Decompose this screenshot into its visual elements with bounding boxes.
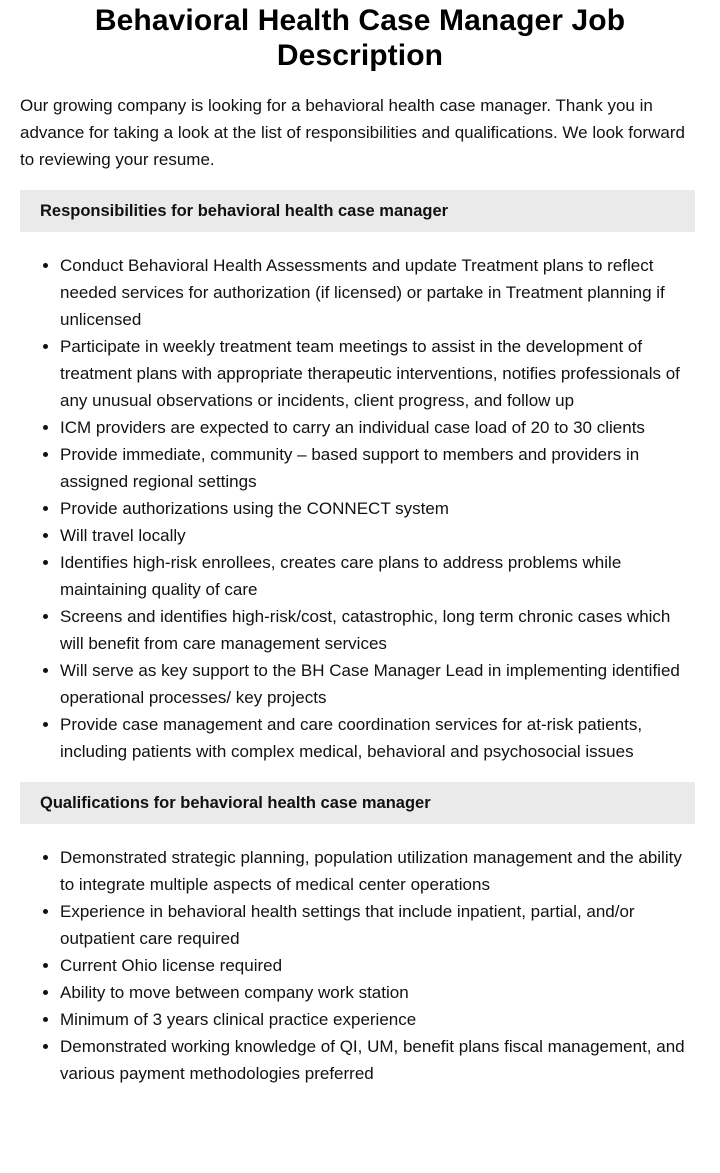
bullet-icon bbox=[43, 614, 48, 619]
bullet-icon bbox=[43, 1017, 48, 1022]
bullet-icon bbox=[43, 909, 48, 914]
intro-paragraph: Our growing company is looking for a behavioral health case manager. Thank you in advance for taking a look at the list of responsibilities and qualifications. We look forward to reviewing your resume. bbox=[20, 96, 685, 169]
responsibilities-list bbox=[20, 252, 700, 765]
list-item bbox=[60, 1006, 700, 1033]
page-title: Behavioral Health Case Manager Job Description bbox=[94, 4, 626, 72]
list-item bbox=[60, 711, 700, 765]
bullet-icon bbox=[43, 425, 48, 430]
list-item bbox=[60, 495, 700, 522]
list-item bbox=[60, 979, 700, 1006]
qualifications-heading: Qualifications for behavioral health case manager bbox=[20, 782, 695, 824]
responsibility-text: Will serve as key support to the BH Case Manager Lead in implementing identified operational processes/ key projects bbox=[60, 661, 680, 707]
list-item bbox=[60, 522, 700, 549]
list-item bbox=[60, 603, 700, 657]
list-item bbox=[60, 414, 700, 441]
responsibility-text: Will travel locally bbox=[60, 526, 186, 545]
list-item bbox=[60, 252, 700, 333]
list-item bbox=[60, 657, 700, 711]
qualification-text: Minimum of 3 years clinical practice experience bbox=[60, 1010, 417, 1029]
responsibility-text: Participate in weekly treatment team meetings to assist in the development of treatment plans with appropriate therapeutic interventions, notifies professionals of any unusual observations or incidents, client progress, and follow up bbox=[60, 337, 680, 410]
list-item bbox=[60, 333, 700, 414]
list-item bbox=[60, 441, 700, 495]
bullet-icon bbox=[43, 560, 48, 565]
bullet-icon bbox=[43, 452, 48, 457]
bullet-icon bbox=[43, 506, 48, 511]
responsibility-text: Identifies high-risk enrollees, creates care plans to address problems while maintaining quality of care bbox=[60, 553, 622, 599]
responsibility-text: Provide immediate, community – based support to members and providers in assigned regional settings bbox=[60, 445, 640, 491]
bullet-icon bbox=[43, 1044, 48, 1049]
bullet-icon bbox=[43, 533, 48, 538]
bullet-icon bbox=[43, 963, 48, 968]
list-item bbox=[60, 844, 700, 898]
list-item bbox=[60, 952, 700, 979]
responsibility-text: ICM providers are expected to carry an individual case load of 20 to 30 clients bbox=[60, 418, 645, 437]
bullet-icon bbox=[43, 990, 48, 995]
qualification-text: Current Ohio license required bbox=[60, 956, 283, 975]
list-item bbox=[60, 549, 700, 603]
qualification-text: Demonstrated working knowledge of QI, UM, benefit plans fiscal management, and various payment methodologies preferred bbox=[60, 1037, 685, 1083]
bullet-icon bbox=[43, 855, 48, 860]
qualification-text: Experience in behavioral health settings that include inpatient, partial, and/or outpatient care required bbox=[60, 902, 635, 948]
responsibility-text: Provide case management and care coordination services for at-risk patients, including patients with complex medical, behavioral and psychosocial issues bbox=[60, 715, 643, 761]
qualification-text: Ability to move between company work station bbox=[60, 983, 409, 1002]
responsibility-text: Screens and identifies high-risk/cost, catastrophic, long term chronic cases which will benefit from care management services bbox=[60, 607, 671, 653]
bullet-icon bbox=[43, 668, 48, 673]
qualification-text: Demonstrated strategic planning, population utilization management and the ability to integrate multiple aspects of medical center operations bbox=[60, 848, 682, 894]
bullet-icon bbox=[43, 722, 48, 727]
responsibility-text: Provide authorizations using the CONNECT system bbox=[60, 499, 449, 518]
bullet-icon bbox=[43, 344, 48, 349]
responsibility-text: Conduct Behavioral Health Assessments and update Treatment plans to reflect needed services for authorization (if licensed) or partake in Treatment planning if unlicensed bbox=[60, 256, 665, 329]
bullet-icon bbox=[43, 263, 48, 268]
list-item bbox=[60, 898, 700, 952]
list-item bbox=[60, 1033, 700, 1087]
responsibilities-heading: Responsibilities for behavioral health case manager bbox=[20, 190, 695, 232]
qualifications-list bbox=[20, 844, 700, 1087]
